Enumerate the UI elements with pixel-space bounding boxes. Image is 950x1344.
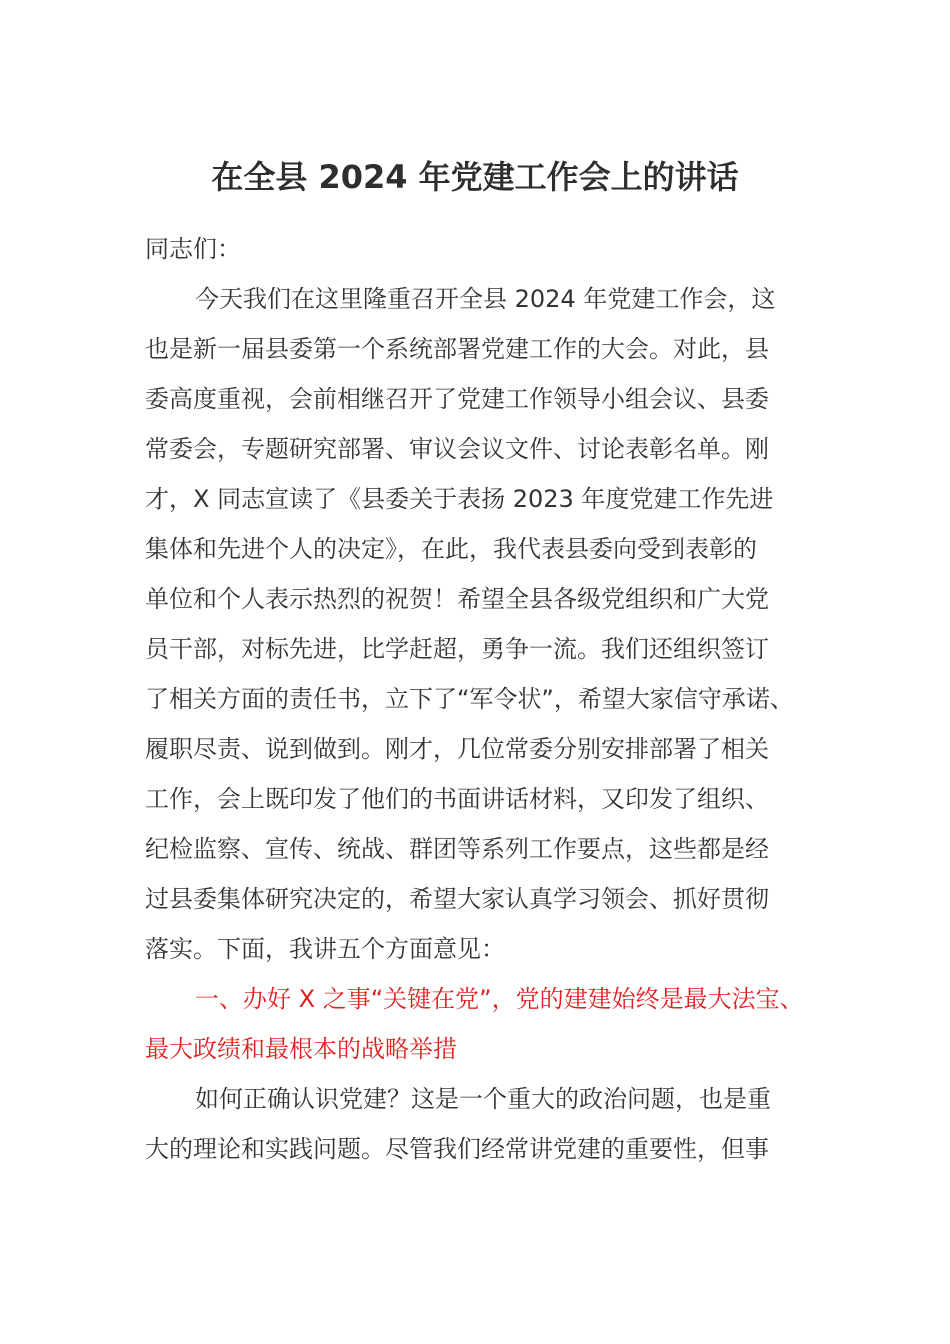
paragraph-line: 员干部，对标先进，比学赶超，勇争一流。我们还组织签订: [145, 635, 769, 663]
paragraph-line: 大的理论和实践问题。尽管我们经常讲党建的重要性，但事: [145, 1135, 769, 1163]
paragraph-line: 常委会，专题研究部署、审议会议文件、讨论表彰名单。刚: [145, 435, 769, 463]
salutation: 同志们：: [145, 235, 241, 263]
paragraph-line: 今天我们在这里隆重召开全县 2024 年党建工作会，这: [195, 285, 776, 313]
paragraph-line: 也是新一届县委第一个系统部署党建工作的大会。对此，县: [145, 335, 769, 363]
paragraph-line: 单位和个人表示热烈的祝贺！希望全县各级党组织和广大党: [145, 585, 769, 613]
paragraph-line: 落实。下面，我讲五个方面意见：: [145, 935, 505, 963]
section-heading-line: 最大政绩和最根本的战略举措: [145, 1035, 457, 1063]
paragraph-line: 了相关方面的责任书，立下了“军令状”，希望大家信守承诺、: [145, 685, 794, 713]
paragraph-line: 工作，会上既印发了他们的书面讲话材料，又印发了组织、: [145, 785, 769, 813]
paragraph-line: 如何正确认识党建？这是一个重大的政治问题，也是重: [195, 1085, 771, 1113]
section-heading-line: 一、办好 X 之事“关键在党”，党的建建始终是最大法宝、: [195, 985, 804, 1013]
paragraph-line: 才，X 同志宣读了《县委关于表扬 2023 年度党建工作先进: [145, 485, 774, 513]
document-title: 在全县 2024 年党建工作会上的讲话: [211, 158, 739, 196]
paragraph-line: 委高度重视，会前相继召开了党建工作领导小组会议、县委: [145, 385, 769, 413]
paragraph-line: 过县委集体研究决定的，希望大家认真学习领会、抓好贯彻: [145, 885, 769, 913]
paragraph-line: 履职尽责、说到做到。刚才，几位常委分别安排部署了相关: [145, 735, 769, 763]
paragraph-line: 集体和先进个人的决定》，在此，我代表县委向受到表彰的: [145, 535, 757, 563]
paragraph-line: 纪检监察、宣传、统战、群团等系列工作要点，这些都是经: [145, 835, 769, 863]
